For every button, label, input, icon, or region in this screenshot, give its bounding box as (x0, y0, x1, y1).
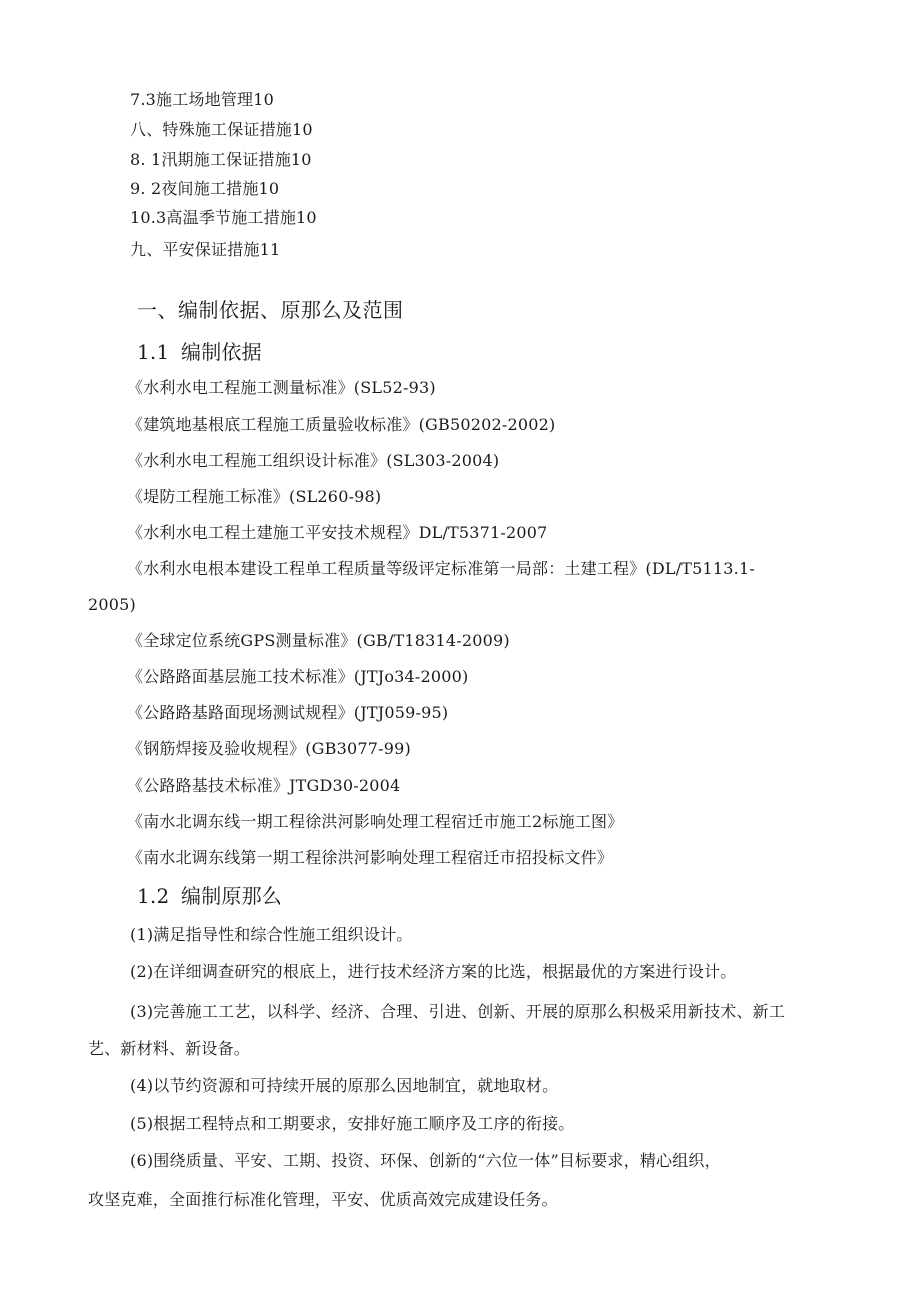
principle-item: (3)完善施工工艺，以科学、经济、合理、引进、创新、开展的原那么积极采用新技术、新工 (130, 1002, 786, 1021)
toc-entry: 九、平安保证措施11 (130, 240, 281, 259)
toc-entry: 9. 2夜间施工措施10 (130, 179, 280, 198)
toc-entry: 八、特殊施工保证措施10 (130, 120, 313, 139)
reference-item: 《水利水电工程施工组织设计标准》(SL303-2004) (127, 451, 500, 470)
subsection-title: 编制依据 (181, 340, 262, 364)
reference-item: 《公路路面基层施工技术标准》(JTJo34-2000) (127, 667, 469, 686)
reference-item: 《钢筋焊接及验收规程》(GB3077-99) (127, 739, 411, 758)
principle-item: (6)围绕质量、平安、工期、投资、环保、创新的“六位一体”目标要求，精心组织， (130, 1151, 721, 1170)
principle-item: (5)根据工程特点和工期要求，安排好施工顺序及工序的衔接。 (130, 1114, 575, 1133)
reference-item: 《公路路基技术标准》JTGD30-2004 (127, 776, 401, 795)
reference-item: 《南水北调东线第一期工程徐洪河影响处理工程宿迁市招投标文件》 (127, 848, 614, 867)
reference-item: 《南水北调东线一期工程徐洪河影响处理工程宿迁市施工2标施工图》 (127, 812, 624, 831)
subsection-number: 1.1 (137, 340, 170, 364)
reference-item: 《水利水电根本建设工程单工程质量等级评定标准第一局部：土建工程》(DL/T5113.1- (127, 559, 755, 578)
reference-item: 《水利水电工程施工测量标准》(SL52-93) (127, 378, 436, 397)
subsection-heading (137, 884, 282, 908)
reference-item: 《全球定位系统GPS测量标准》(GB/T18314-2009) (127, 631, 510, 650)
reference-item: 《公路路基路面现场测试规程》(JTJ059-95) (127, 703, 449, 722)
principle-item: (2)在详细调查研究的根底上，进行技术经济方案的比选，根据最优的方案进行设计。 (130, 962, 737, 981)
toc-entry: 10.3高温季节施工措施10 (130, 208, 317, 227)
principle-item-continued: 艺、新材料、新设备。 (88, 1039, 251, 1058)
principle-item-continued: 攻坚克难，全面推行标准化管理，平安、优质高效完成建设任务。 (88, 1190, 558, 1209)
reference-item: 《建筑地基根底工程施工质量验收标准》(GB50202-2002) (127, 415, 556, 434)
section-heading: 一、编制依据、原那么及范围 (137, 298, 404, 322)
subsection-title: 编制原那么 (181, 884, 282, 908)
reference-item: 《堤防工程施工标准》(SL260-98) (127, 487, 382, 506)
subsection-heading (137, 340, 262, 364)
toc-entry: 7.3施工场地管理10 (130, 90, 275, 109)
reference-item-continued: 2005) (88, 595, 136, 614)
principle-item: (1)满足指导性和综合性施工组织设计。 (130, 925, 413, 944)
toc-entry: 8. 1汛期施工保证措施10 (130, 150, 312, 169)
principle-item: (4)以节约资源和可持续开展的原那么因地制宜，就地取材。 (130, 1076, 559, 1095)
subsection-number: 1.2 (137, 884, 170, 908)
reference-item: 《水利水电工程土建施工平安技术规程》DL/T5371-2007 (127, 523, 548, 542)
